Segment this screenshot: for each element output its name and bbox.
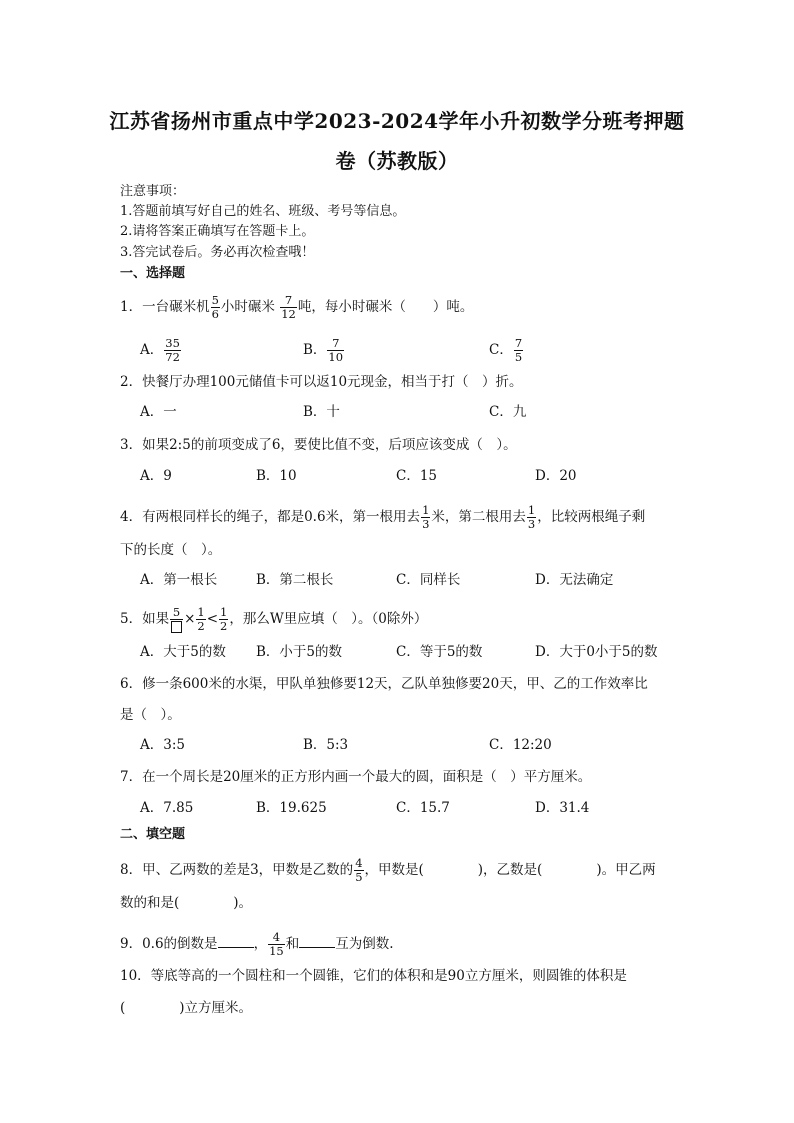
q1-fraction-2: $\frac{7}{12}$ bbox=[281, 293, 296, 321]
section-fill-heading: 二、填空题 bbox=[120, 827, 186, 842]
q2-option-c: C．九 bbox=[489, 404, 527, 420]
q1-text-mid: 小时碾米 bbox=[220, 299, 275, 315]
q4-fraction-1: $\frac{1}{3}$ bbox=[422, 503, 430, 531]
q2-option-a: A．一 bbox=[140, 404, 177, 420]
question-4-line2: 下的长度（ ）。 bbox=[120, 542, 222, 558]
question-3: 3．如果2:5的前项变成了6，要使比值不变，后项应该变成（ ）。 bbox=[120, 437, 517, 453]
notice-heading: 注意事项： bbox=[120, 184, 186, 199]
q6-option-b: B．5:3 bbox=[303, 737, 349, 753]
page-title-line1: 江苏省扬州市重点中学2023-2024学年小升初数学分班考押题 bbox=[109, 109, 685, 133]
q2-option-b: B．十 bbox=[303, 404, 340, 420]
answer-blank-1[interactable] bbox=[218, 935, 254, 948]
question-8: 8．甲、乙两数的差是3，甲数是乙数的 $\frac{4}{5}$ ，甲数是( )，乙数是( )。甲乙两 bbox=[120, 856, 656, 884]
q4-fraction-2: $\frac{1}{3}$ bbox=[527, 503, 536, 531]
question-7: 7．在一个周长是20厘米的正方形内画一个最大的圆，面积是（ ）平方厘米。 bbox=[120, 769, 592, 785]
q5-option-d: D．大于0小于5的数 bbox=[535, 644, 658, 660]
q5-fraction-3: $\frac{1}{2}$ bbox=[220, 605, 228, 633]
answer-blank-2[interactable] bbox=[299, 935, 335, 948]
q1-option-b: B． $\frac{7}{10}$ bbox=[303, 336, 344, 364]
q6-option-c: C．12:20 bbox=[489, 737, 552, 753]
q5-option-b: B．小于5的数 bbox=[256, 644, 343, 660]
page-title-line2: 卷（苏教版） bbox=[335, 149, 459, 173]
blank-box-icon bbox=[171, 621, 182, 633]
q7-option-d: D．31.4 bbox=[535, 800, 590, 816]
q7-option-c: C．15.7 bbox=[396, 800, 450, 816]
q7-option-b: B．19.625 bbox=[256, 800, 327, 816]
q8-fraction: $\frac{4}{5}$ bbox=[355, 856, 363, 884]
q6-option-a: A．3:5 bbox=[140, 737, 185, 753]
q4-option-d: D．无法确定 bbox=[535, 572, 614, 588]
question-5: 5．如果 5 × $\frac{1}{2}$ < $\frac{1}{2}$ ，那么W里应填（ ）。（0除外） bbox=[120, 605, 428, 633]
notice-item-1: 1.答题前填写好自己的姓名、班级、考号等信息。 bbox=[120, 204, 406, 219]
q1-text-pre: 1．一台碾米机 bbox=[120, 299, 210, 315]
notice-item-3: 3.答完试卷后。务必再次检查哦！ bbox=[120, 245, 315, 260]
question-9: 9．0.6的倒数是 ， $\frac{4}{15}$ 和 互为倒数. bbox=[120, 930, 394, 958]
notice-item-2: 2.请将答案正确填写在答题卡上。 bbox=[120, 224, 315, 239]
question-4: 4．有两根同样长的绳子，都是0.6米，第一根用去 $\frac{1}{3}$ 米，第二根用去 $\frac{1}{3}$ ，比较两根绳子剩 bbox=[120, 503, 646, 531]
q1-option-a: A． $\frac{35}{72}$ bbox=[140, 336, 180, 364]
question-8-line2: 数的和是( )。 bbox=[120, 895, 253, 911]
question-10: 10．等底等高的一个圆柱和一个圆锥，它们的体积和是90立方厘米，则圆锥的体积是 bbox=[120, 968, 627, 984]
q9-fraction: $\frac{4}{15}$ bbox=[269, 930, 284, 958]
q3-option-a: A．9 bbox=[140, 468, 172, 484]
question-10-line2: ( )立方厘米。 bbox=[120, 1000, 253, 1016]
q1-text-post: 吨，每小时碾米（ ）吨。 bbox=[297, 299, 474, 315]
question-1 bbox=[120, 294, 473, 321]
question-6: 6．修一条600米的水渠，甲队单独修要12天，乙队单独修要20天，甲、乙的工作效率比 bbox=[120, 676, 648, 692]
q7-option-a: A．7.85 bbox=[140, 800, 194, 816]
question-6-line2: 是（ ）。 bbox=[120, 707, 181, 723]
q4-option-c: C．同样长 bbox=[396, 572, 461, 588]
q4-option-b: B．第二根长 bbox=[256, 572, 334, 588]
q5-fraction-2: $\frac{1}{2}$ bbox=[197, 605, 205, 633]
q5-fraction-box: 5 bbox=[170, 606, 183, 633]
q5-option-a: A．大于5的数 bbox=[140, 644, 226, 660]
q3-option-d: D．20 bbox=[535, 468, 577, 484]
section-choice-heading: 一、选择题 bbox=[120, 266, 186, 281]
question-2: 2．快餐厅办理100元储值卡可以返10元现金，相当于打（ ）折。 bbox=[120, 374, 523, 390]
q1-option-c: C． $\frac{7}{5}$ bbox=[489, 336, 523, 364]
q3-option-b: B．10 bbox=[256, 468, 297, 484]
q5-option-c: C．等于5的数 bbox=[396, 644, 483, 660]
q1-fraction-1: $\frac{5}{6}$ bbox=[211, 293, 219, 321]
q3-option-c: C．15 bbox=[396, 468, 438, 484]
q4-option-a: A．第一根长 bbox=[140, 572, 218, 588]
